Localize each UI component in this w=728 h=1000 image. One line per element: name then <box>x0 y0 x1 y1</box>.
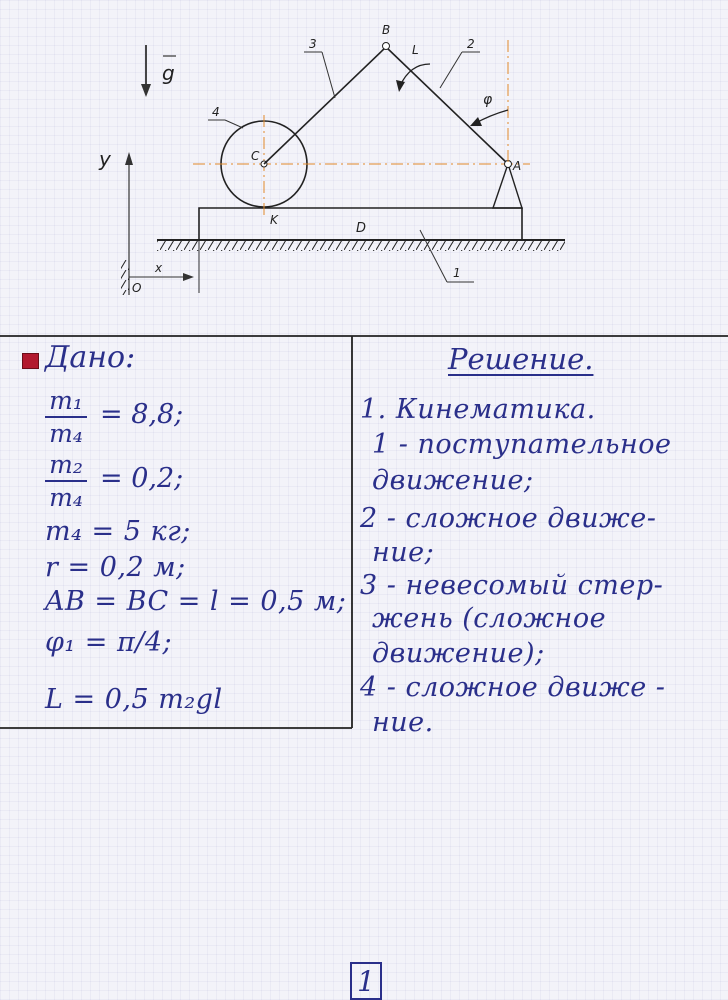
solution-line: ние; <box>372 537 435 568</box>
solution-line: движение; <box>372 465 534 496</box>
solution-line: 1 - поступательное <box>372 429 672 460</box>
label-c: C <box>251 149 260 163</box>
y-axis-label: y <box>99 147 111 171</box>
solution-line: 4 - сложное движе - <box>360 672 666 703</box>
ratio-2-numerator: m₂ <box>49 450 83 479</box>
bullet-marker <box>22 353 39 369</box>
ratio-1-numerator: m₁ <box>49 386 83 415</box>
label-a: A <box>513 159 522 173</box>
label-k: K <box>270 213 278 227</box>
label-phi: φ <box>483 92 493 108</box>
solution-line: жень (сложное <box>372 603 607 634</box>
label-4: 4 <box>212 105 220 119</box>
ratio-1 <box>45 386 87 448</box>
solution-line: ние. <box>372 707 434 738</box>
ratio-2-denominator: m₄ <box>49 483 83 512</box>
ratio-1-denominator: m₄ <box>49 419 83 448</box>
given-lengths: AB = BC = l = 0,5 м; <box>45 586 347 617</box>
label-1: 1 <box>453 266 461 280</box>
x-label: x <box>155 261 163 275</box>
gravity-label: g <box>162 61 175 85</box>
platform-label-d: D <box>356 221 367 236</box>
given-torque: L = 0,5 m₂gl <box>45 684 223 715</box>
given-angle: φ₁ = π/4; <box>45 627 173 658</box>
page-number: 1 <box>350 962 382 1000</box>
given-radius: r = 0,2 м; <box>45 552 186 583</box>
ratio-2-value: = 0,2; <box>100 463 184 494</box>
label-2: 2 <box>467 37 475 51</box>
origin-label: O <box>132 281 142 295</box>
given-heading: Дано: <box>45 340 136 375</box>
ratio-1-value: = 8,8; <box>100 399 184 430</box>
given-mass-4: m₄ = 5 кг; <box>45 516 191 547</box>
label-l: L <box>412 43 419 57</box>
label-b: B <box>382 23 391 37</box>
solution-line: 3 - невесомый стер- <box>360 570 664 601</box>
ratio-2 <box>45 450 87 512</box>
solution-heading: Решение. <box>448 342 594 376</box>
solution-line: движение); <box>372 638 545 669</box>
solution-line: 2 - сложное движе- <box>360 503 657 534</box>
solution-line: 1. Кинематика. <box>360 394 596 425</box>
label-3: 3 <box>309 37 317 51</box>
